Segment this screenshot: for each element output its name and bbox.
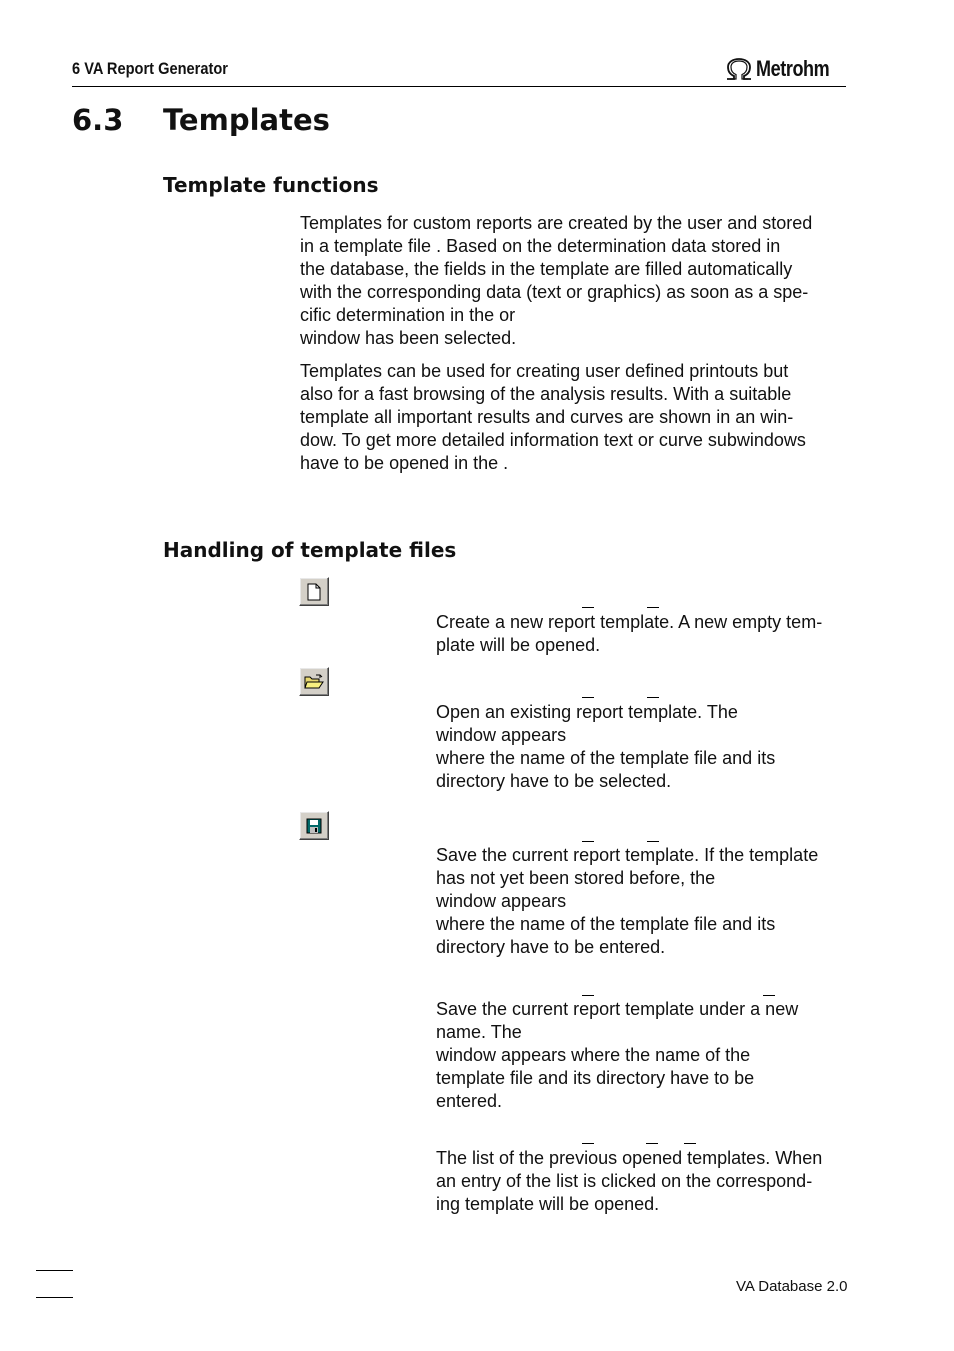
header-rule (72, 86, 846, 87)
section-number: 6.3 (72, 103, 124, 137)
handling-heading: Handling of template files (163, 538, 457, 562)
mnemonic-underline (582, 841, 594, 842)
mnemonic-underline (582, 607, 594, 608)
save-as-description: Save the current report template under a new name. The window appears where the name of the template file and its directory have to be entered. (436, 999, 799, 1111)
mnemonic-underline (582, 697, 594, 698)
template-functions-paragraph-1: Templates for custom reports are created by the user and stored in a template file . Based on the determination data stored in the database, the fields in the template are filled automatically with the corresponding data (text or graphics) as soon as a spe- cific determination in the or window has been selected. (300, 213, 813, 348)
running-header-chapter: 6 VA Report Generator (72, 59, 228, 78)
brand-name: Metrohm (756, 56, 830, 81)
template-functions-paragraph-2: Templates can be used for creating user defined printouts but also for a fast browsing of the analysis results. With a suitable template all important results and curves are shown in an win- dow. To get more detailed information text or curve subwindows have to be opened in the . (300, 361, 806, 473)
footer-rule (36, 1297, 73, 1298)
open-template-description: Open an existing report template. The window appears where the name of the template file and its directory have to be selected. (436, 702, 776, 791)
save-disk-icon (306, 818, 322, 834)
new-template-description: Create a new report template. A new empty tem- plate will be opened. (436, 612, 823, 655)
mnemonic-underline (582, 995, 594, 996)
new-template-button[interactable] (299, 577, 329, 606)
mnemonic-underline (763, 995, 775, 996)
recent-templates-description: The list of the previous opened templates. When an entry of the list is clicked on the correspond- ing template will be opened. (436, 1148, 823, 1214)
save-template-description: Save the current report template. If the template has not yet been stored before, the window appears where the name of the template file and its directory have to be entered. (436, 845, 819, 957)
save-template-button[interactable] (299, 811, 329, 840)
footer-product: VA Database 2.0 (736, 1278, 848, 1295)
mnemonic-underline (647, 841, 659, 842)
open-folder-icon (304, 674, 324, 690)
mnemonic-underline (582, 1143, 594, 1144)
section-title: Templates (163, 103, 330, 137)
footer-rule (36, 1270, 73, 1271)
open-template-button[interactable] (299, 667, 329, 696)
mnemonic-underline (646, 1143, 658, 1144)
mnemonic-underline (647, 697, 659, 698)
mnemonic-underline (684, 1143, 696, 1144)
new-file-icon (306, 583, 322, 601)
metrohm-logo (724, 56, 845, 82)
template-functions-heading: Template functions (163, 173, 379, 197)
mnemonic-underline (647, 607, 659, 608)
omega-logo-icon (724, 57, 754, 81)
